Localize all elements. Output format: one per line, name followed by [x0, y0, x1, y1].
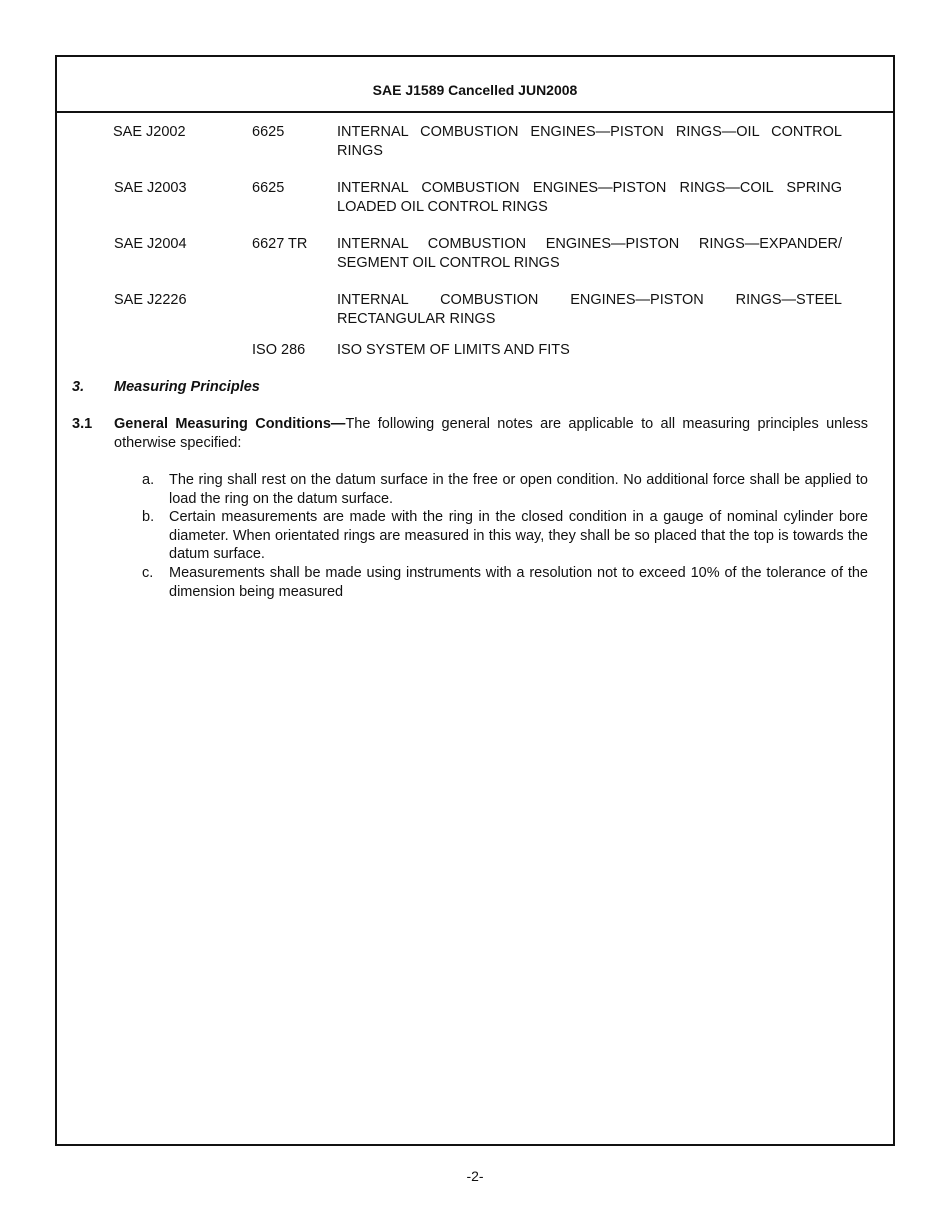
ref-desc-line2: RECTANGULAR RINGS [337, 311, 496, 327]
document-title: SAE J1589 Cancelled JUN2008 [372, 82, 578, 98]
list-item-text: Certain measurements are made with the ring in the closed condition in a gauge of nominal cylinder bore diameter. When orientated rings are measured in this way, they shall be so placed that the top is towards the datum surface. [169, 509, 868, 562]
subsection-number: 3.1 [72, 416, 93, 432]
subsection-paragraph [114, 415, 868, 453]
subsection-title: General Measuring Conditions— [114, 416, 346, 432]
ref-desc-line1: INTERNAL COMBUSTION ENGINES—PISTON RINGS—OIL CONTROL [337, 124, 842, 140]
document-header [57, 57, 893, 113]
ref-desc-line2: RINGS [337, 143, 383, 159]
ref-desc-line1: INTERNAL COMBUSTION ENGINES—PISTON RINGS—COIL SPRING [337, 180, 842, 196]
ref-iso: ISO 286 [252, 342, 306, 358]
page-frame [55, 55, 895, 1146]
ref-code: SAE J2004 [114, 236, 187, 252]
ref-desc-line1: ISO SYSTEM OF LIMITS AND FITS [337, 342, 570, 358]
page-number: -2- [466, 1168, 484, 1184]
ref-iso: 6625 [252, 124, 285, 140]
ref-code: SAE J2226 [114, 292, 187, 308]
section-number: 3. [72, 379, 85, 395]
ref-desc-line1: INTERNAL COMBUSTION ENGINES—PISTON RINGS—EXPANDER/ [337, 236, 842, 252]
ref-desc-line2: SEGMENT OIL CONTROL RINGS [337, 255, 560, 271]
subsection-intro: The following general notes are applicable to all measuring principles unless otherwise specified: [114, 416, 868, 451]
list-item-label: c. [142, 565, 154, 581]
ref-code: SAE J2003 [114, 180, 187, 196]
ref-iso: 6625 [252, 180, 285, 196]
ref-code: SAE J2002 [113, 124, 186, 140]
ref-desc-line1: INTERNAL COMBUSTION ENGINES—PISTON RINGS—STEEL [337, 292, 842, 308]
list-item-text: Measurements shall be made using instruments with a resolution not to exceed 10% of the tolerance of the dimension being measured [169, 565, 868, 600]
list-item-label: a. [142, 472, 155, 488]
ref-iso: 6627 TR [252, 236, 308, 252]
list-item-text: The ring shall rest on the datum surface in the free or open condition. No additional force shall be applied to load the ring on the datum surface. [169, 472, 868, 507]
ref-desc-line2: LOADED OIL CONTROL RINGS [337, 199, 548, 215]
list-item-label: b. [142, 509, 155, 525]
section-title: Measuring Principles [114, 379, 260, 395]
